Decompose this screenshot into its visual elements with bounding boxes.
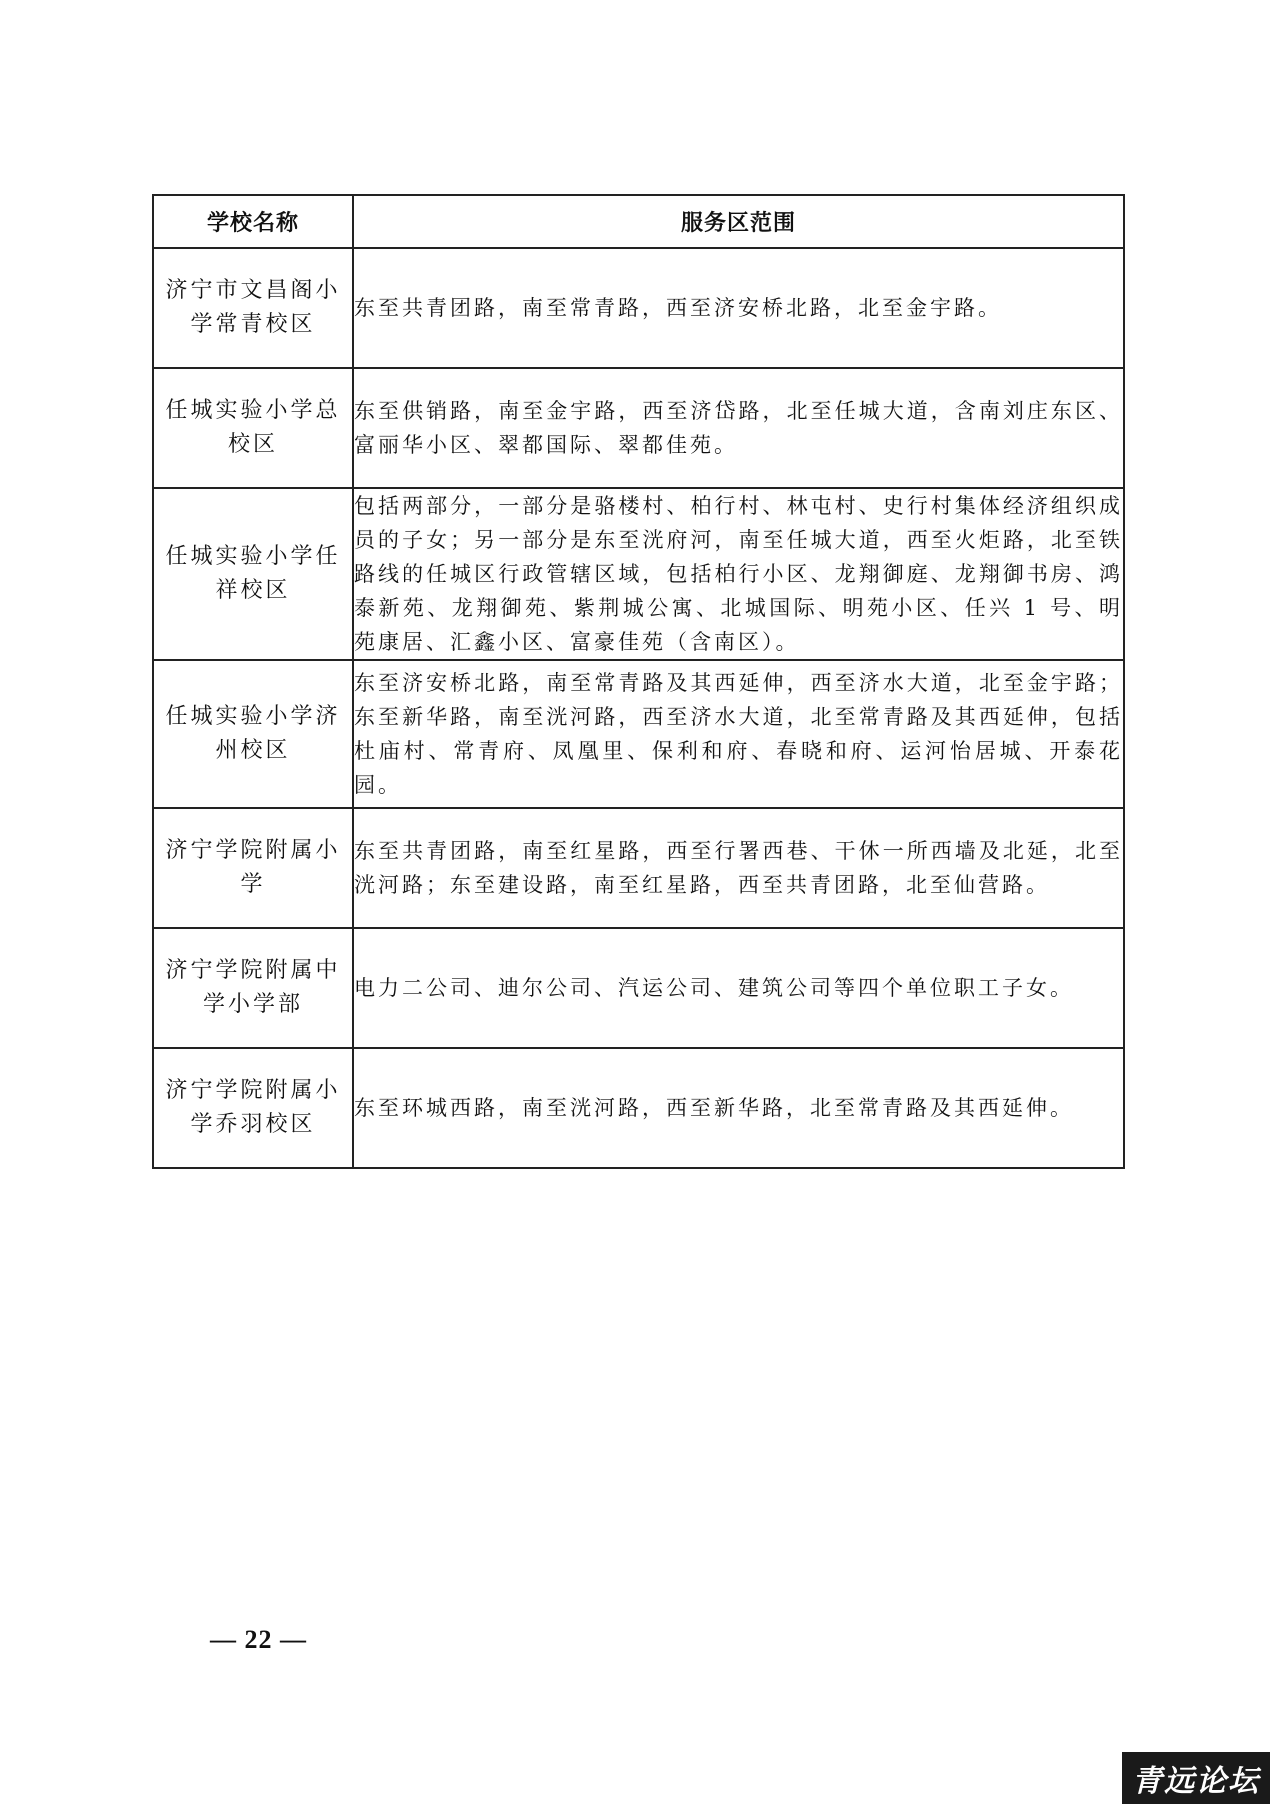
service-area-cell: 电力二公司、迪尔公司、汽运公司、建筑公司等四个单位职工子女。	[353, 928, 1124, 1048]
header-service-area: 服务区范围	[353, 195, 1124, 248]
page-number: — 22 —	[210, 1625, 307, 1654]
site-watermark: 青远论坛	[1122, 1752, 1270, 1804]
service-area-cell: 东至环城西路，南至洸河路，西至新华路，北至常青路及其西延伸。	[353, 1048, 1124, 1168]
table-row	[153, 248, 1124, 368]
table-row	[153, 660, 1124, 808]
service-area-cell: 东至济安桥北路，南至常青路及其西延伸，西至济水大道，北至金宇路；东至新华路，南至洸河路，西至济水大道，北至常青路及其西延伸，包括杜庙村、常青府、凤凰里、保利和府、春晓和府、运河怡居城、开泰花园。	[353, 660, 1124, 808]
table-row	[153, 368, 1124, 488]
school-name-cell: 济宁学院附属小学	[153, 808, 353, 928]
service-area-cell: 东至共青团路，南至常青路，西至济安桥北路，北至金宇路。	[353, 248, 1124, 368]
service-area-cell: 东至供销路，南至金宇路，西至济岱路，北至任城大道，含南刘庄东区、富丽华小区、翠都国际、翠都佳苑。	[353, 368, 1124, 488]
table-row	[153, 928, 1124, 1048]
header-school-name: 学校名称	[153, 195, 353, 248]
table-header-row	[153, 195, 1124, 248]
school-name-cell: 济宁学院附属中学小学部	[153, 928, 353, 1048]
service-area-table	[152, 194, 1125, 1169]
table-row	[153, 1048, 1124, 1168]
school-name-cell: 济宁市文昌阁小学常青校区	[153, 248, 353, 368]
school-name-cell: 任城实验小学济州校区	[153, 660, 353, 808]
school-name-cell: 任城实验小学总校区	[153, 368, 353, 488]
table-row	[153, 808, 1124, 928]
service-area-cell: 东至共青团路，南至红星路，西至行署西巷、干休一所西墙及北延，北至洸河路；东至建设路，南至红星路，西至共青团路，北至仙营路。	[353, 808, 1124, 928]
school-name-cell: 济宁学院附属小学乔羽校区	[153, 1048, 353, 1168]
school-name-cell: 任城实验小学任祥校区	[153, 488, 353, 660]
table-row	[153, 488, 1124, 660]
service-area-cell: 包括两部分，一部分是骆楼村、柏行村、林屯村、史行村集体经济组织成员的子女；另一部分是东至洸府河，南至任城大道，西至火炬路，北至铁路线的任城区行政管辖区域，包括柏行小区、龙翔御庭、龙翔御书房、鸿泰新苑、龙翔御苑、紫荆城公寓、北城国际、明苑小区、任兴 1 号、明苑康居、汇鑫小区、富豪佳苑（含南区）。	[353, 488, 1124, 660]
